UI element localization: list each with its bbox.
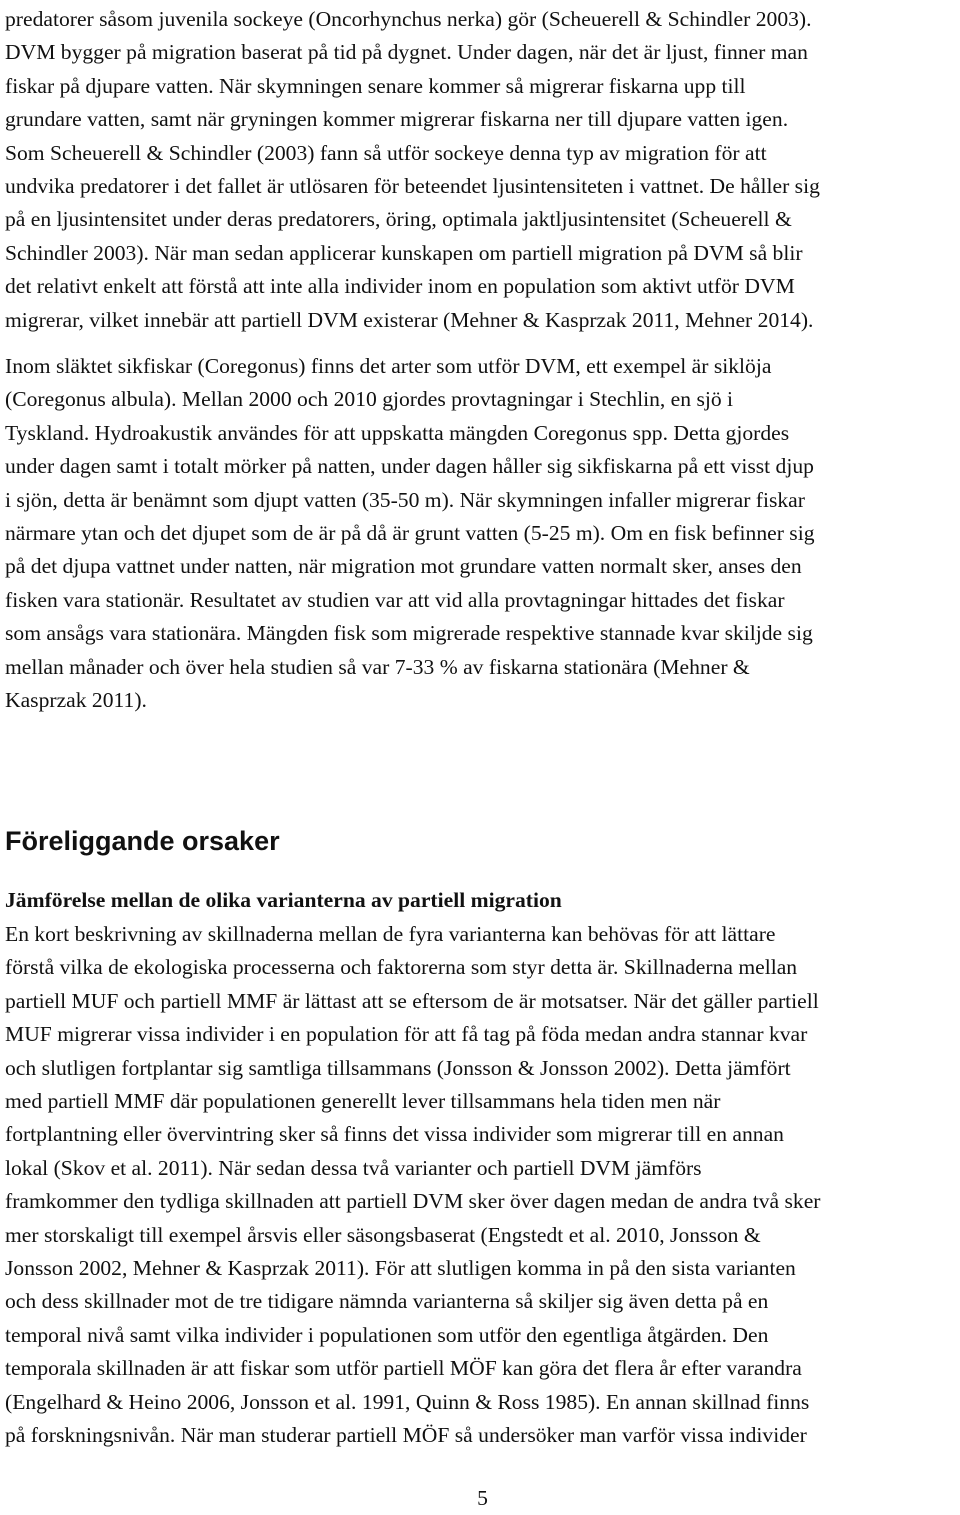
text-line: det relativt enkelt att förstå att inte alla individer inom en population som aktivt utför DVM xyxy=(5,274,795,299)
text-line: fisken vara stationär. Resultatet av studien var att vid alla provtagningar hittades det fiskar xyxy=(5,587,785,612)
text-line: (Engelhard & Heino 2006, Jonsson et al. 1991, Quinn & Ross 1985). En annan skillnad finns xyxy=(5,1389,810,1414)
text-line: Jonsson 2002, Mehner & Kasprzak 2011). För att slutligen komma in på den sista varianten xyxy=(5,1256,796,1281)
paragraph-comparison xyxy=(5,918,821,1453)
text-line: och slutligen fortplantar sig samtliga tillsammans (Jonsson & Jonsson 2002). Detta jämfört xyxy=(5,1055,791,1080)
text-line: migrerar, vilket innebär att partiell DVM existerar (Mehner & Kasprzak 2011, Mehner 2014). xyxy=(5,307,814,332)
text-line: temporala skillnaden är att fiskar som utför partiell MÖF kan göra det flera år efter varandra xyxy=(5,1356,802,1381)
text-line: på det djupa vattnet under natten, när migration mot grundare vatten normalt sker, anses den xyxy=(5,554,802,579)
text-line: DVM bygger på migration baserat på tid på dygnet. Under dagen, när det är ljust, finner man xyxy=(5,40,808,65)
text-line: på forskningsnivån. När man studerar partiell MÖF så undersöker man varför vissa individer xyxy=(5,1423,807,1448)
text-line: predatorer såsom juvenila sockeye (Oncorhynchus nerka) gör (Scheuerell & Schindler 2003). xyxy=(5,7,812,31)
text-line: och dess skillnader mot de tre tidigare nämnda varianterna så skiljer sig även detta på en xyxy=(5,1289,769,1314)
text-line: mer storskaligt till exempel årsvis eller säsongsbaserat (Engstedt et al. 2010, Jonsson & xyxy=(5,1222,761,1247)
text-line: i sjön, detta är benämnt som djupt vatten (35-50 m). När skymningen infaller migrerar fiskar xyxy=(5,487,805,512)
text-line: En kort beskrivning av skillnaderna mellan de fyra varianterna kan behövas för att lättare xyxy=(5,922,776,946)
text-line: lokal (Skov et al. 2011). När sedan dessa två varianter och partiell DVM jämförs xyxy=(5,1155,702,1180)
text-line: Kasprzak 2011). xyxy=(5,688,147,713)
text-line: (Coregonus albula). Mellan 2000 och 2010 gjordes provtagningar i Stechlin, en sjö i xyxy=(5,387,734,412)
text-line: Schindler 2003). När man sedan applicerar kunskapen om partiell migration på DVM så blir xyxy=(5,240,803,265)
text-line: Inom släktet sikfiskar (Coregonus) finns det arter som utför DVM, ett exempel är siklöja xyxy=(5,354,772,378)
text-line: förstå vilka de ekologiska processerna och faktorerna som styr detta är. Skillnaderna mellan xyxy=(5,955,798,980)
text-line: partiell MUF och partiell MMF är lättast att se eftersom de är motsatser. När det gäller partiell xyxy=(5,988,819,1013)
text-line: på en ljusintensitet under deras predatorers, öring, optimala jaktljusintensitet (Scheuerell & xyxy=(5,207,792,232)
text-line: grundare vatten, samt när gryningen kommer migrerar fiskarna ner till djupare vatten igen. xyxy=(5,107,789,132)
text-line: temporal nivå samt vilka individer i populationen som utför den egentliga åtgärden. Den xyxy=(5,1322,769,1347)
text-line: under dagen samt i totalt mörker på natten, under dagen håller sig sikfiskarna på ett visst djup xyxy=(5,454,814,479)
page-number: 5 xyxy=(477,1486,488,1510)
text-line: närmare ytan och det djupet som de är på då är grunt vatten (5-25 m). Om en fisk befinner sig xyxy=(5,521,815,546)
text-line: som ansågs vara stationära. Mängden fisk som migrerade respektive stannade kvar skiljde sig xyxy=(5,621,813,646)
paragraph-coregonus xyxy=(5,350,815,717)
text-line: fortplantning eller övervintring sker så finns det vissa individer som migrerar till en annan xyxy=(5,1122,784,1147)
text-line: mellan månader och över hela studien så var 7-33 % av fiskarna stationära (Mehner & xyxy=(5,654,750,679)
section-heading: Föreliggande orsaker xyxy=(5,826,280,856)
paragraph-dvm-intro xyxy=(5,3,820,337)
text-line: MUF migrerar vissa individer i en population för att få tag på föda medan andra stannar kvar xyxy=(5,1022,808,1047)
text-line: Tyskland. Hydroakustik användes för att uppskatta mängden Coregonus spp. Detta gjordes xyxy=(5,420,790,445)
sub-heading: Jämförelse mellan de olika varianterna av partiell migration xyxy=(5,888,562,912)
text-line: Som Scheuerell & Schindler (2003) fann så utför sockeye denna typ av migration för att xyxy=(5,140,767,165)
text-line: framkommer den tydliga skillnaden att partiell DVM sker över dagen medan de andra två sker xyxy=(5,1189,821,1214)
text-line: fiskar på djupare vatten. När skymningen senare kommer så migrerar fiskarna upp till xyxy=(5,73,746,98)
text-line: med partiell MMF där populationen generellt lever tillsammans hela tiden men när xyxy=(5,1089,721,1114)
text-line: undvika predatorer i det fallet är utlösaren för beteendet ljusintensiteten i vattnet. De håller sig xyxy=(5,174,820,199)
